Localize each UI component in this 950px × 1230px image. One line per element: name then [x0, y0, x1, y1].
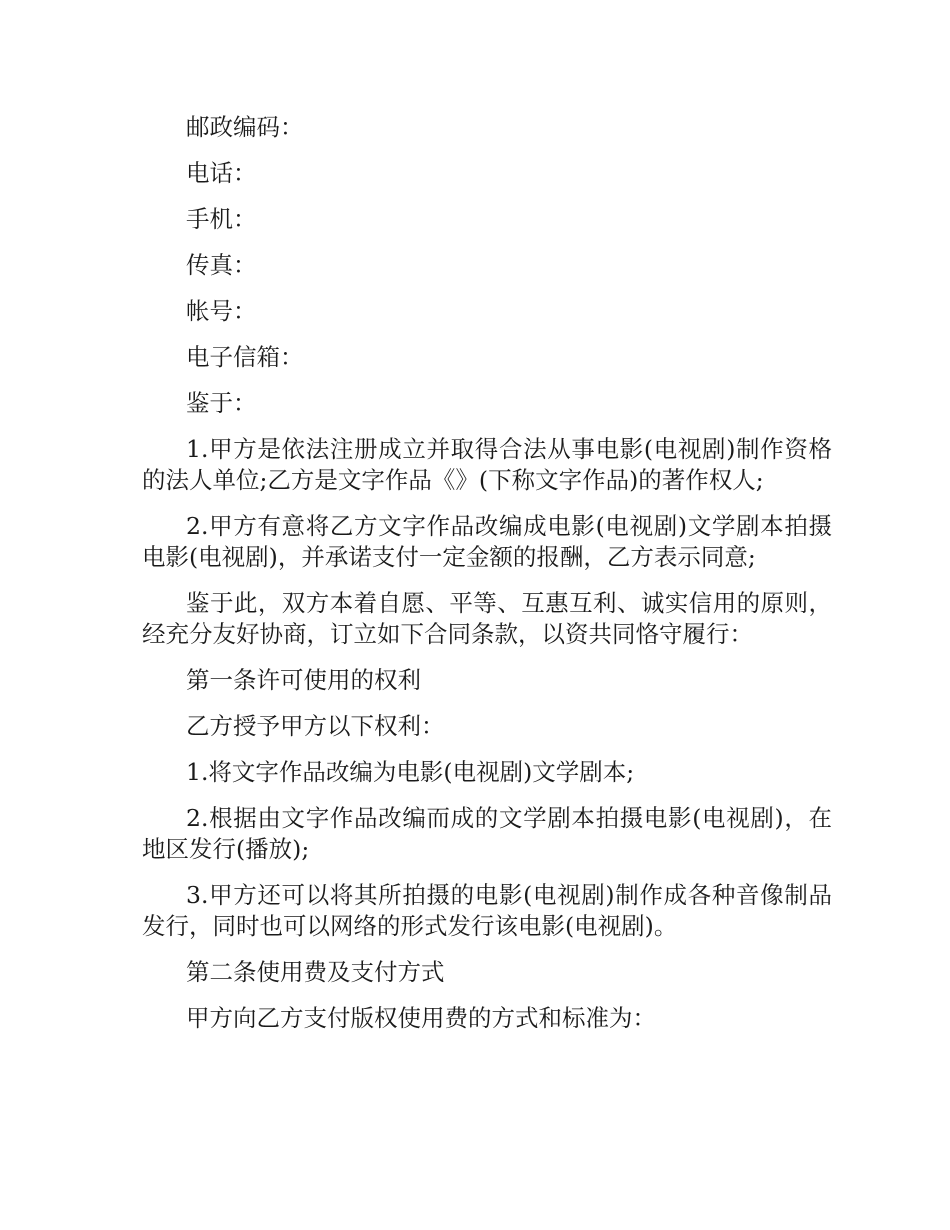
agreement-preamble: 鉴于此，双方本着自愿、平等、互惠互利、诚实信用的原则，经充分友好协商，订立如下合同条款，以资共同恪守履行： — [142, 589, 832, 648]
phone-line: 电话： — [186, 159, 257, 187]
account-line: 帐号： — [186, 297, 257, 325]
article-1-item-2: 2.根据由文字作品改编而成的文学剧本拍摄电影(电视剧)，在地区发行(播放); — [142, 804, 832, 863]
postal-code-line: 邮政编码： — [186, 113, 304, 141]
article-1-item-1: 1.将文字作品改编为电影(电视剧)文学剧本; — [186, 758, 635, 786]
article-1-title: 第一条许可使用的权利 — [186, 666, 421, 694]
article-2-title: 第二条使用费及支付方式 — [186, 958, 445, 986]
whereas-heading: 鉴于： — [186, 389, 257, 417]
mobile-line: 手机： — [186, 205, 257, 233]
article-1-item-3: 3.甲方还可以将其所拍摄的电影(电视剧)制作成各种音像制品发行，同时也可以网络的形式发行该电影(电视剧)。 — [142, 881, 832, 940]
whereas-clause-1: 1.甲方是依法注册成立并取得合法从事电影(电视剧)制作资格的法人单位;乙方是文字作品《》(下称文字作品)的著作权人; — [142, 435, 832, 494]
document-body — [142, 112, 832, 1049]
article-2-intro: 甲方向乙方支付版权使用费的方式和标准为： — [186, 1004, 656, 1032]
email-line: 电子信箱： — [186, 343, 304, 371]
article-1-intro: 乙方授予甲方以下权利： — [186, 712, 445, 740]
fax-line: 传真： — [186, 251, 257, 279]
whereas-clause-2: 2.甲方有意将乙方文字作品改编成电影(电视剧)文学剧本拍摄电影(电视剧)，并承诺支付一定金额的报酬，乙方表示同意; — [142, 512, 832, 571]
